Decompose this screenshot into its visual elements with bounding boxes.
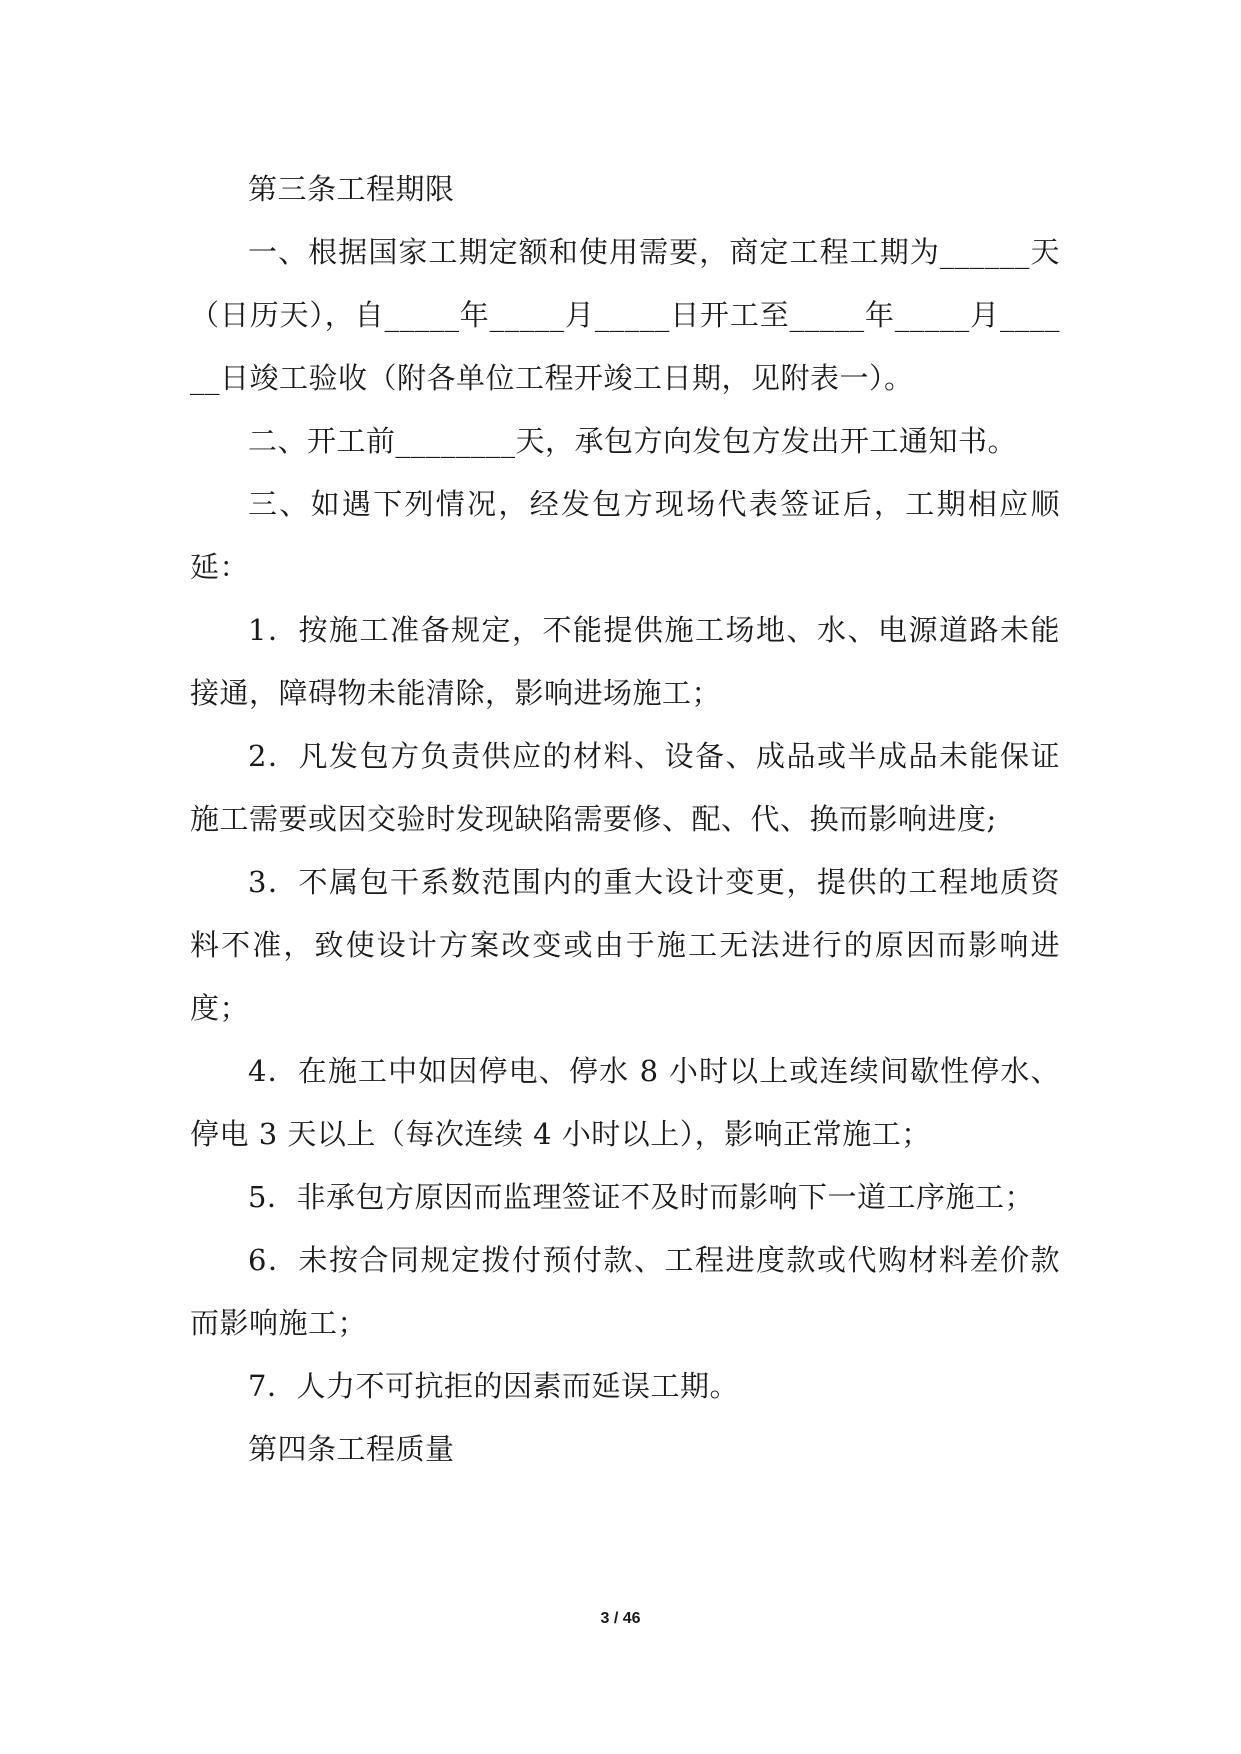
- document-body: [190, 158, 1060, 1481]
- paragraph-extension-conditions: 三、如遇下列情况，经发包方现场代表签证后，工期相应顺延：: [190, 487, 1060, 584]
- list-item-7: 7．人力不可抗拒的因素而延误工期。: [248, 1369, 739, 1403]
- paragraph-start-notice: 二、开工前________天，承包方向发包方发出开工通知书。: [248, 424, 1018, 458]
- list-item-5: 5．非承包方原因而监理签证不及时而影响下一道工序施工；: [248, 1180, 1034, 1214]
- section-heading-article-3: 第三条工程期限: [248, 172, 455, 206]
- paragraph-construction-period: 一、根据国家工期定额和使用需要，商定工程工期为______天（日历天），自_____年_____月_____日开工至_____年_____月______日竣工验收（附各单位工程开竣工日期，见附表一）。: [190, 235, 1060, 395]
- list-item-2: 2．凡发包方负责供应的材料、设备、成品或半成品未能保证施工需要或因交验时发现缺陷需要修、配、代、换而影响进度;: [190, 739, 1060, 836]
- list-item-3: 3．不属包干系数范围内的重大设计变更，提供的工程地质资料不准，致使设计方案改变或由于施工无法进行的原因而影响进度；: [190, 865, 1060, 1025]
- section-heading-article-4: 第四条工程质量: [248, 1432, 455, 1466]
- list-item-6: 6．未按合同规定拨付预付款、工程进度款或代购材料差价款而影响施工；: [190, 1243, 1060, 1340]
- page-number: 3 / 46: [600, 1610, 641, 1627]
- list-item-1: 1．按施工准备规定，不能提供施工场地、水、电源道路未能接通，障碍物未能清除，影响进场施工；: [190, 613, 1060, 710]
- list-item-4: 4．在施工中如因停电、停水 8 小时以上或连续间歇性停水、停电 3 天以上（每次连续 4 小时以上），影响正常施工；: [190, 1054, 1060, 1151]
